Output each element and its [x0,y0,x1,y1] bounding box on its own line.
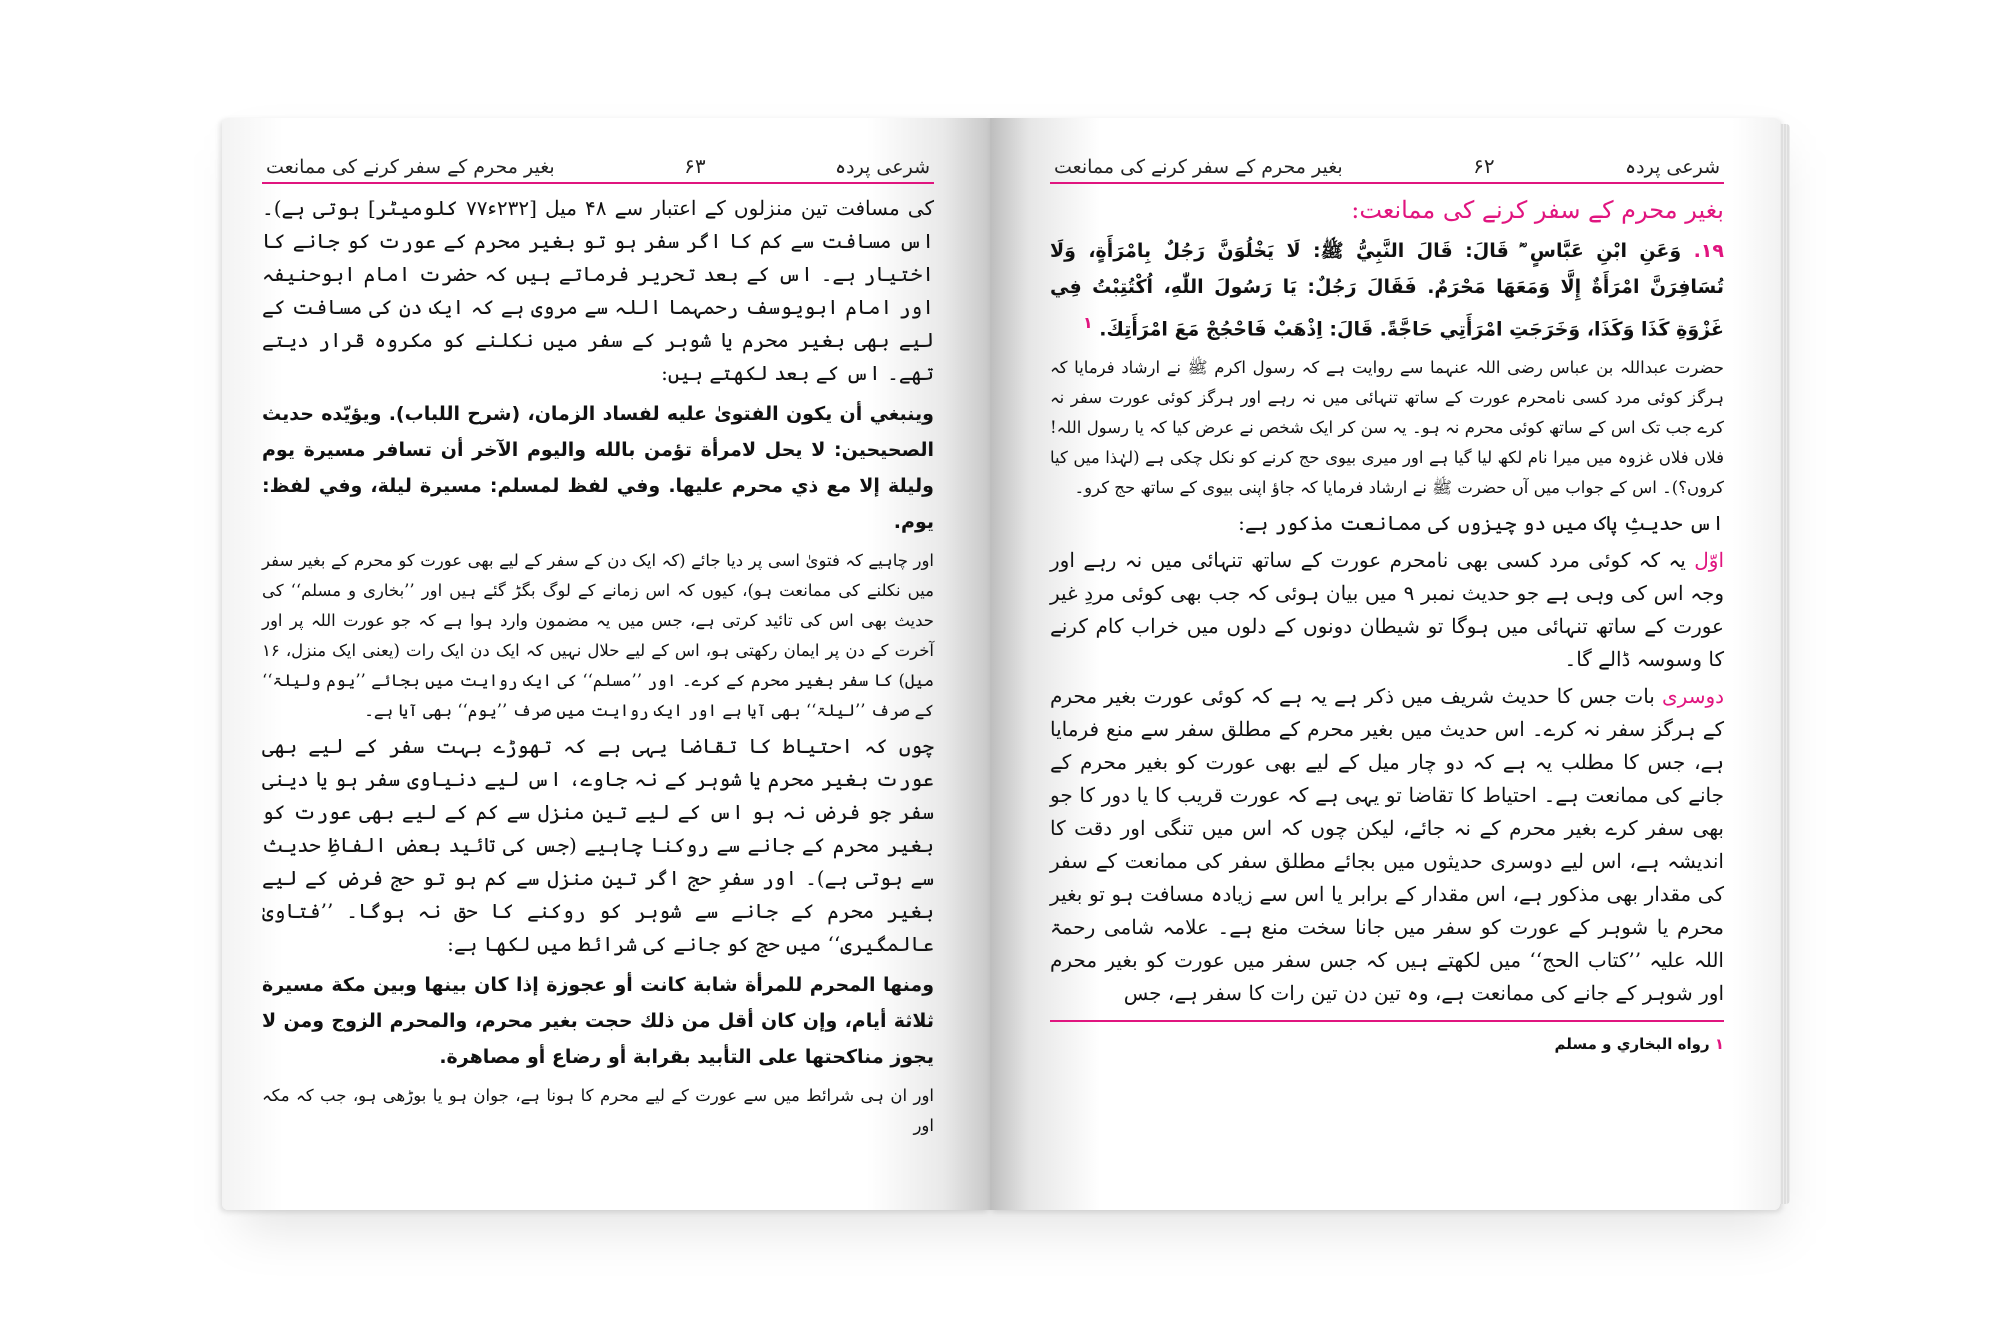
first-text: یہ کہ کوئی مرد کسی بھی نامحرم عورت کے ساتھ تنہائی میں نہ رہے اور وجہ اس کی وہی ہے جو حدیث نمبر ۹ میں بیان ہوئی کہ جب بھی کوئی مردِ غیر عورت کے ساتھ تنہائی میں ہوگا تو شیطان دونوں کے دلوں میں خراب کام کرنے کا وسوسہ ڈالے گا۔ [1050,548,1724,672]
hadith-translation: حضرت عبداللہ بن عباس رضی اللہ عنہما سے روایت ہے کہ رسول اکرم ﷺ نے ارشاد فرمایا کہ ہرگز کوئی مرد کسی نامحرم عورت کے ساتھ تنہائی میں نہ رہے اور ہرگز کوئی عورت سفر نہ کرے جب تک اس کے ساتھ کوئی محرم نہ ہو۔ یہ سن کر ایک شخص نے عرض کیا کہ یا رسول اللہ! فلاں فلاں غزوہ میں میرا نام لکھ لیا گیا ہے اور میری بیوی حج کرنے کو نکل چکی ہے (لہٰذا میں کیا کروں؟)۔ اس کے جواب میں آں حضرت ﷺ نے ارشاد فرمایا کہ جاؤ اپنی بیوی کے ساتھ حج کرو۔ [1050,358,1724,498]
left-body [262,192,934,1141]
hadith-arabic-block [1050,233,1724,347]
right-running-head [1050,142,1724,184]
first-point [1050,544,1724,676]
hadith-arabic-text: وَعَنِ ابْنِ عَبَّاسٍ ؓ قَالَ: قَالَ النَّبِيُّ ﷺ: لَا يَخْلُوَنَّ رَجُلٌ بِامْرَأَةٍ، وَلَا تُسَافِرَنَّ امْرَأَةٌ إِلَّا وَمَعَهَا مَحْرَمٌ. فَقَالَ رَجُلٌ: يَا رَسُولَ اللّٰهِ، اُكْتُتِبْتُ فِي غَزْوَةِ كَذَا وَكَذَا، وَخَرَجَتِ امْرَأَتِي حَاجَّةً. قَالَ: اِذْهَبْ فَاحْجُجْ مَعَ امْرَأَتِكَ. [1050,240,1724,341]
second-text: بات جس کا حدیث شریف میں ذکر ہے یہ ہے کہ کوئی عورت بغیر محرم کے ہرگز سفر نہ کرے۔ اس حدیث میں بغیر محرم کے مطلق سفر سے منع فرمایا ہے، جس کا مطلب یہ ہے کہ دو چار میل کے لیے بھی عورت کو بغیر محرم کے جانے کی ممانعت ہے۔ احتیاط کا تقاضا تو یہی ہے کہ عورت قریب کا یا دور کا جو بھی سفر کرے بغیر محرم کے نہ جائے، لیکن چوں کہ اس میں تنگی اور دقت کا اندیشہ ہے، اس لیے دوسری حدیثوں میں بجائے مطلق سفر کی ممانعت کے سفر کی مقدار بھی مذکور ہے، اس مقدار کے برابر یا اس سے زیادہ مسافت ہو تو بغیر محرم یا شوہر کے عورت کو سفر میں جانا سخت منع ہے۔ علامہ شامی رحمۃ اللہ علیہ ’’کتاب الحج‘‘ میں لکھتے ہیں کہ جس سفر میں عورت کو بغیر محرم اور شوہر کے جانے کی ممانعت ہے، وہ تین دن تین رات کا سفر ہے، جس [1050,684,1724,1006]
first-label: اوّل [1694,548,1725,573]
footnote [1050,1022,1724,1061]
left-page [222,118,990,1210]
left-paragraph-2: اور چاہیے کہ فتویٰ اسی پر دیا جائے (کہ ایک دن کے سفر کے لیے بھی عورت کو محرم کے بغیر سفر میں نکلنے کی ممانعت ہو)، کیوں کہ اس زمانے کے لوگ بگڑ گئے ہیں اور ’’بخاری و مسلم‘‘ کی حدیث بھی اس کی تائید کرتی ہے، جس میں یہ مضمون وارد ہوا ہے کہ جو عورت اللہ پر اور آخرت کے دن پر ایمان رکھتی ہو، اس کے لیے حلال نہیں کہ ایک دن ایک رات (یعنی ایک منزل، ۱۶ میل) کا سفر بغیر محرم کے کرے۔ اور ’’مسلم‘‘ کی ایک روایت میں بجائے ’’یوم ولیلۃ‘‘ کے صرف ’’لیلۃ‘‘ بھی آیا ہے اور ایک روایت میں صرف ’’یوم‘‘ بھی آیا ہے۔ [262,551,934,720]
right-page-content [1050,142,1724,1186]
left-page-content [262,142,934,1186]
left-paragraph-4: اور ان ہی شرائط میں سے عورت کے لیے محرم کا ہونا ہے، جوان ہو یا بوڑھی ہو، جب کہ مکہ اور [262,1086,934,1135]
intro-line: اس حدیثِ پاک میں دو چیزوں کی ممانعت مذکور ہے: [1238,511,1724,536]
left-book-title: شرعی پردہ [835,156,930,178]
page-edges [1780,124,1790,1204]
right-page-number: ۶۲ [1473,154,1495,178]
left-arabic-quote-1: وينبغي أن يكون الفتوىٰ عليه لفساد الزمان، (شرح اللباب). ويؤيّده حديث الصحيحين: لا يحل لامرأة تؤمن بالله واليوم الآخر أن تسافر مسيرة يوم وليلة إلا مع ذي محرم عليها. وفي لفظ لمسلم: مسيرة ليلة، وفي لفظ: يوم. [262,403,934,533]
footnote-marker: ۱ [1083,313,1093,332]
second-point [1050,680,1724,1010]
right-chapter-title: بغیر محرم کے سفر کرنے کی ممانعت [1054,156,1343,178]
second-label: دوسری [1662,684,1725,709]
footnote-text: رواه البخاري و مسلم [1554,1035,1710,1054]
right-body [1050,194,1724,1061]
left-chapter-title: بغیر محرم کے سفر کرنے کی ممانعت [266,156,555,178]
hadith-number: ۱۹. [1693,240,1724,262]
left-paragraph-3: چوں کہ احتیاط کا تقاضا یہی ہے کہ تھوڑے بہت سفر کے لیے بھی عورت بغیر محرم یا شوہر کے نہ جاوے، اس لیے دنیاوی سفر ہو یا دینی سفر جو فرض نہ ہو اس کے لیے تین منزل سے کم کے لیے بھی عورت کو بغیر محرم کے جانے سے روکنا چاہیے (جس کی تائید بعض الفاظِ حدیث سے ہوتی ہے)۔ اور سفرِ حج اگر تین منزل سے کم ہو تو حج فرض کے لیے بغیر محرم کے جانے سے شوہر کو روکنے کا حق نہ ہوگا۔ ’’فتاویٰ عالمگیری‘‘ میں حج کو جانے کی شرائط میں لکھا ہے: [262,734,934,956]
right-book-title: شرعی پردہ [1625,156,1720,178]
section-heading: بغیر محرم کے سفر کرنے کی ممانعت: [1351,196,1724,224]
left-paragraph-1: کی مسافت تین منزلوں کے اعتبار سے ۴۸ میل [۲۳۲ء۷۷ کلومیٹر] ہوتی ہے)۔ اس مسافت سے کم کا اگر سفر ہو تو بغیر محرم کے عورت کو جانے کا اختیار ہے۔ اس کے بعد تحریر فرماتے ہیں کہ حضرت امام ابوحنیفہ اور امام ابویوسف رحمہما اللہ سے مروی ہے کہ ایک دن کی مسافت کے لیے بھی بغیر محرم یا شوہر کے سفر میں نکلنے کو مکروہ قرار دیتے تھے۔ اس کے بعد لکھتے ہیں: [262,196,934,385]
left-running-head [262,142,934,184]
left-arabic-quote-2: ومنها المحرم للمرأة شابة كانت أو عجوزة إذا كان بينها وبين مكة مسيرة ثلاثة أيام، وإن كان أقل من ذلك حجت بغير محرم، والمحرم الزوج ومن لا يجوز مناكحتها على التأبيد بقرابة أو رضاع أو مصاهرة. [262,974,934,1068]
left-page-number: ۶۳ [684,154,706,178]
right-page [990,118,1780,1210]
footnote-number: ۱ [1714,1035,1724,1054]
